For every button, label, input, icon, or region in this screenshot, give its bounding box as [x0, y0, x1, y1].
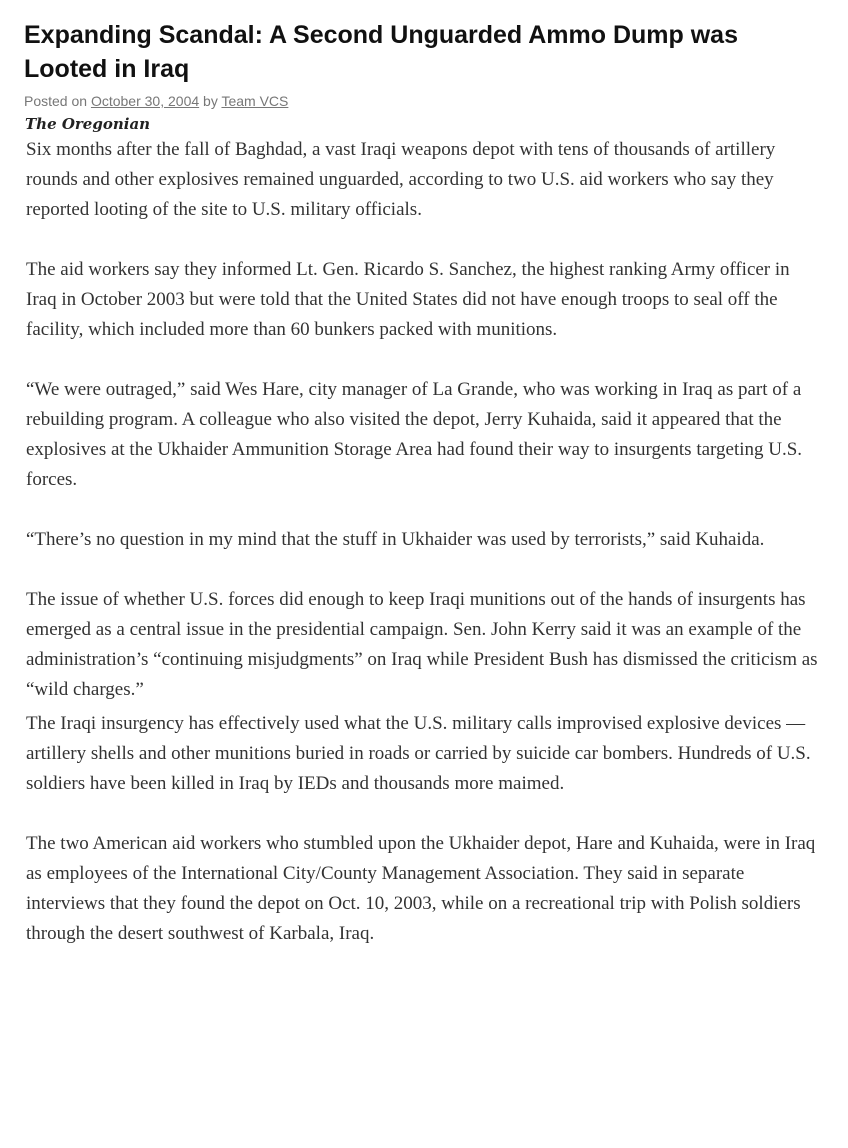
article-body	[26, 135, 824, 949]
paragraph: The aid workers say they informed Lt. Gen. Ricardo S. Sanchez, the highest ranking Army officer in Iraq in October 2003 but were told that the United States did not have enough troops to seal off the facility, which included more than 60 bunkers packed with munitions.	[26, 259, 790, 340]
post-date-link[interactable]: October 30, 2004	[90, 93, 200, 109]
article-title: Expanding Scandal: A Second Unguarded Ammo Dump was Looted in Iraq	[24, 21, 738, 83]
paragraph: “We were outraged,” said Wes Hare, city manager of La Grande, who was working in Iraq as part of a rebuilding program. A colleague who also visited the depot, Jerry Kuhaida, said it appeared that the explosives at the Ukhaider Ammunition Storage Area had found their way to insurgents targeting U.S. forces.	[26, 379, 803, 490]
posted-on-label: Posted on	[24, 93, 88, 109]
author-link[interactable]: Team VCS	[221, 93, 289, 109]
paragraph: The two American aid workers who stumbled upon the Ukhaider depot, Hare and Kuhaida, were in Iraq as employees of the International City/County Management Association. They said in separate interviews that they found the depot on Oct. 10, 2003, while on a recreational trip with Polish soldiers through the desert southwest of Karbala, Iraq.	[26, 833, 816, 944]
paragraph: The issue of whether U.S. forces did enough to keep Iraqi munitions out of the hands of insurgents has emerged as a central issue in the presidential campaign. Sen. John Kerry said it was an example of the administration’s “continuing misjudgments” on Iraq while President Bush has dismissed the criticism as “wild charges.”	[26, 589, 818, 700]
article	[24, 18, 824, 949]
paragraph: The Iraqi insurgency has effectively used what the U.S. military calls improvised explosive devices — artillery shells and other munitions buried in roads or carried by suicide car bombers. Hundreds of U.S. soldiers have been killed in Iraq by IEDs and thousands more maimed.	[26, 713, 811, 794]
paragraph: Six months after the fall of Baghdad, a vast Iraqi weapons depot with tens of thousands of artillery rounds and other explosives remained unguarded, according to two U.S. aid workers who say they reported looting of the site to U.S. military officials.	[26, 139, 776, 220]
post-meta	[24, 91, 824, 111]
by-label: by	[203, 93, 218, 109]
source-attribution: The Oregonian	[25, 115, 151, 133]
paragraph: “There’s no question in my mind that the stuff in Ukhaider was used by terrorists,” said Kuhaida.	[26, 529, 765, 550]
